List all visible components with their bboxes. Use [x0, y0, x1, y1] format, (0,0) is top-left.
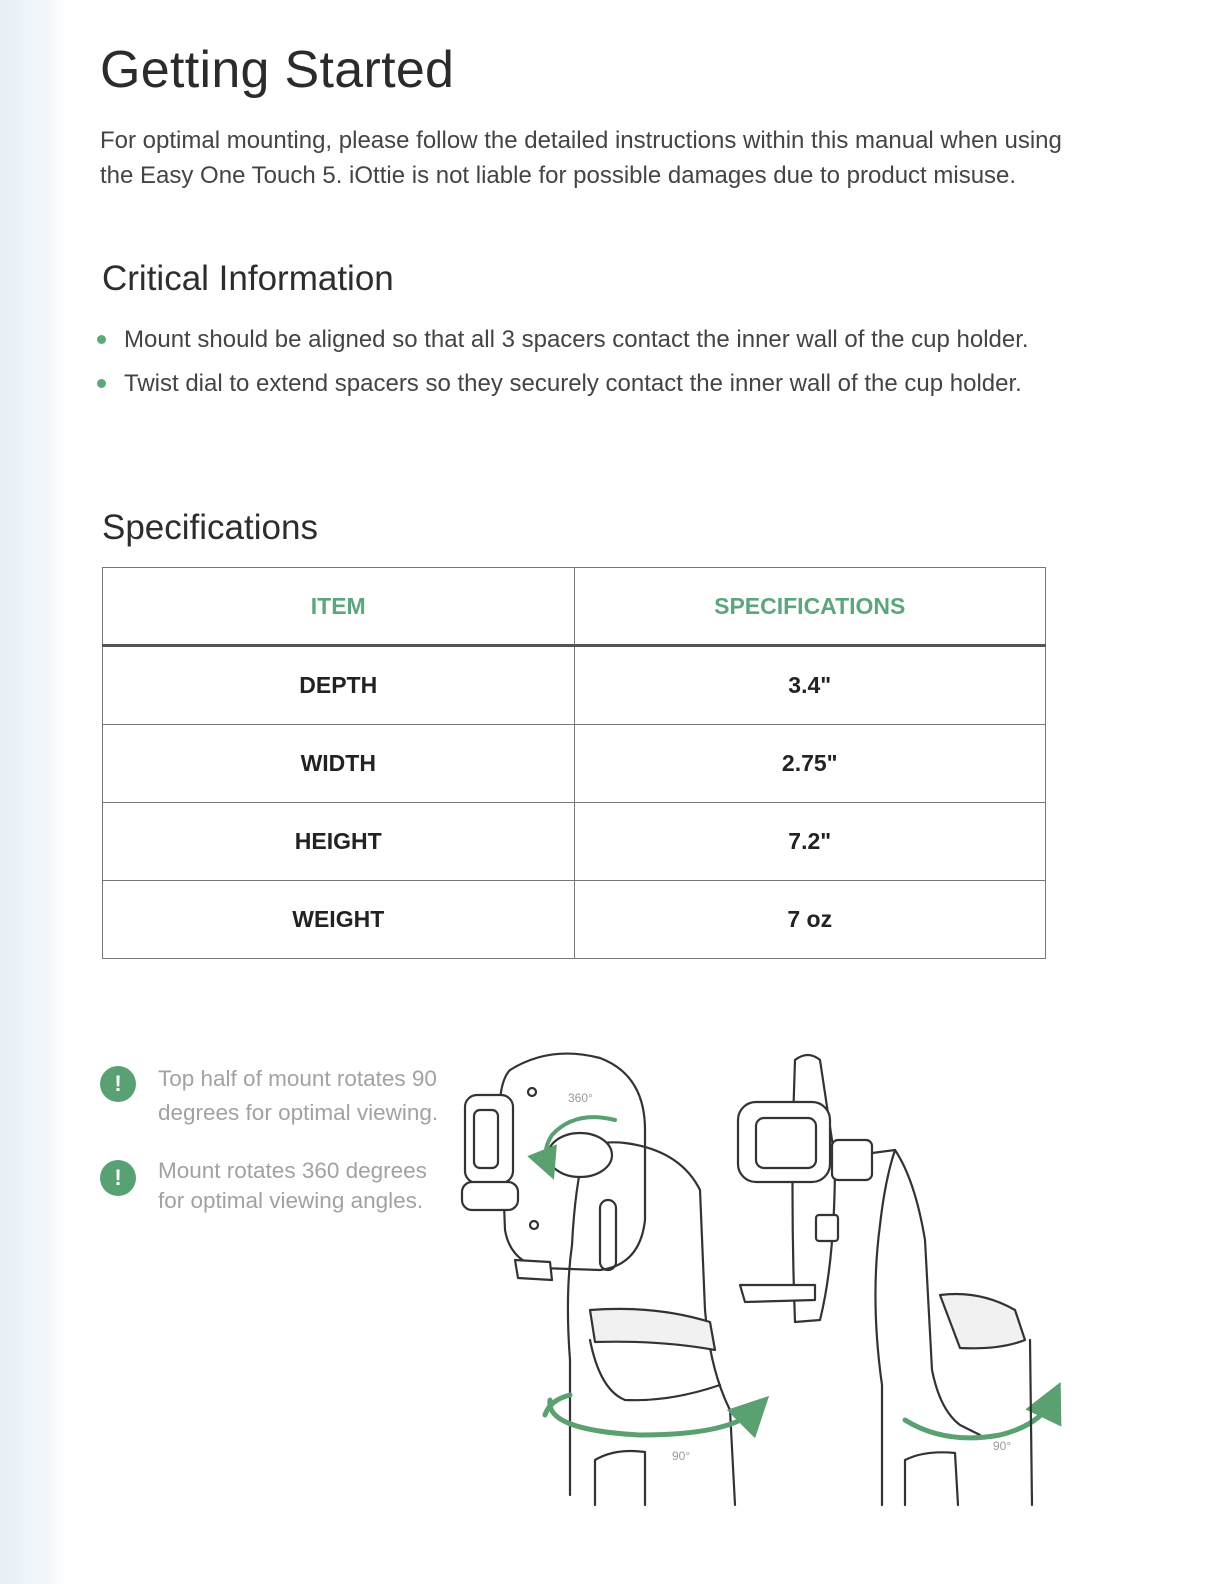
bullet-text: Mount should be aligned so that all 3 spacers contact the inner wall of the cup holder.: [124, 326, 1029, 353]
critical-information-list: [96, 322, 1056, 410]
left-margin-band: [0, 0, 68, 1584]
column-header-specifications: SPECIFICATIONS: [574, 568, 1046, 646]
rotation-notes: [100, 1062, 440, 1242]
spec-item-cell: WEIGHT: [103, 881, 575, 959]
rotation-360-label: 360°: [568, 1091, 593, 1105]
page-title: Getting Started: [100, 41, 455, 99]
table-row: [103, 646, 1046, 725]
note-item: [100, 1062, 440, 1130]
spec-item-cell: DEPTH: [103, 646, 575, 725]
left-mount-drawing: [462, 1054, 755, 1505]
column-header-item: ITEM: [103, 568, 575, 646]
table-row: [103, 803, 1046, 881]
table-row: [103, 881, 1046, 959]
critical-information-heading: Critical Information: [102, 259, 394, 298]
spec-value-cell: 7 oz: [574, 881, 1046, 959]
right-mount-drawing: [738, 1055, 1052, 1505]
bullet-text: Twist dial to extend spacers so they securely contact the inner wall of the cup holder.: [124, 370, 1022, 397]
spec-value-cell: 2.75": [574, 725, 1046, 803]
spec-value-cell: 3.4": [574, 646, 1046, 725]
table-row: [103, 725, 1046, 803]
intro-paragraph: For optimal mounting, please follow the detailed instructions within this manual when using the Easy One Touch 5. iOttie is not liable for possible damages due to product misuse.: [100, 127, 1062, 189]
note-text: Mount rotates 360 degrees for optimal viewing angles.: [158, 1158, 427, 1213]
spec-item-cell: WIDTH: [103, 725, 575, 803]
mount-rotation-illustration: [440, 1040, 1070, 1510]
note-text: Top half of mount rotates 90 degrees for optimal viewing.: [158, 1066, 439, 1125]
rotation-90-right-label: 90°: [993, 1439, 1012, 1453]
bullet-item: [96, 322, 1056, 357]
bullet-item: [96, 366, 1056, 401]
exclamation-icon: !: [100, 1066, 136, 1102]
spec-item-cell: HEIGHT: [103, 803, 575, 881]
exclamation-icon: !: [100, 1160, 136, 1196]
table-header-row: [103, 568, 1046, 646]
bullet-dot-icon: [97, 379, 106, 388]
note-item: [100, 1156, 440, 1216]
specifications-table: [102, 567, 1046, 959]
specifications-heading: Specifications: [102, 508, 318, 547]
bullet-dot-icon: [97, 335, 106, 344]
rotation-90-left-label: 90°: [672, 1449, 691, 1463]
spec-value-cell: 7.2": [574, 803, 1046, 881]
